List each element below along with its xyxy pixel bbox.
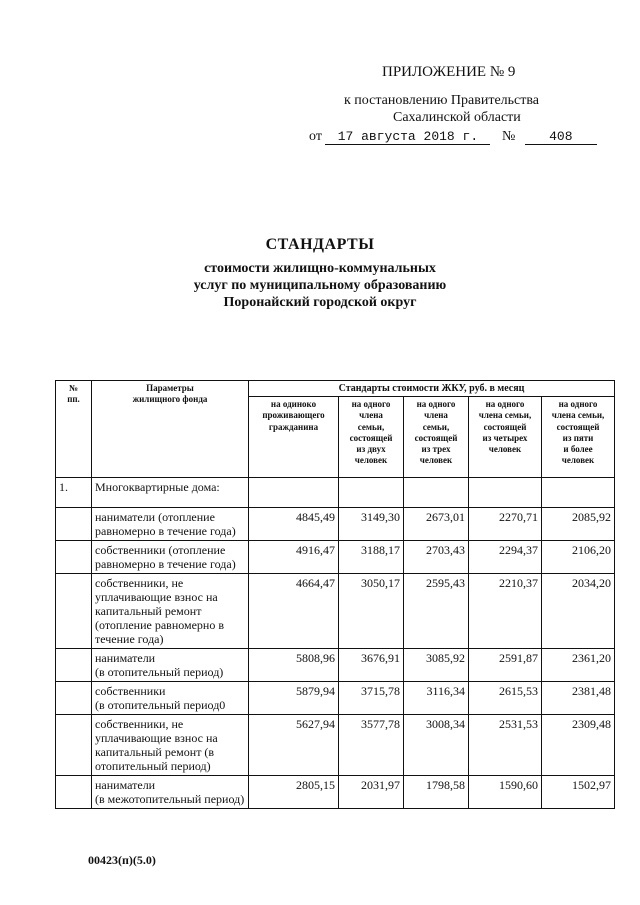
value-cell: 3577,78 xyxy=(339,715,404,776)
value-cell: 2210,37 xyxy=(469,574,542,649)
value-cell: 2085,92 xyxy=(542,508,615,541)
table-row xyxy=(56,776,615,809)
row-label: собственники, не уплачивающие взнос на капитальный ремонт (отопление равномерно в течение года) xyxy=(92,574,249,649)
row-label: Многоквартирные дома: xyxy=(92,478,249,508)
value-cell: 4845,49 xyxy=(249,508,339,541)
header-cost-standards: Стандарты стоимости ЖКУ, руб. в месяц xyxy=(249,381,615,397)
row-number xyxy=(56,649,92,682)
table-row xyxy=(56,508,615,541)
header-family-of-three: на одного члена семьи, состоящей из трех человек xyxy=(404,397,469,478)
value-cell: 3715,78 xyxy=(339,682,404,715)
row-number: 1. xyxy=(56,478,92,508)
appendix-title: ПРИЛОЖЕНИЕ № 9 xyxy=(382,64,516,80)
decree-date-line xyxy=(309,129,597,145)
table-row xyxy=(56,649,615,682)
value-cell: 2361,20 xyxy=(542,649,615,682)
value-cell xyxy=(339,478,404,508)
header-single-resident: на одиноко проживающего гражданина xyxy=(249,397,339,478)
value-cell xyxy=(469,478,542,508)
value-cell: 2106,20 xyxy=(542,541,615,574)
value-cell: 2309,48 xyxy=(542,715,615,776)
value-cell: 3188,17 xyxy=(339,541,404,574)
row-label: наниматели (отопление равномерно в течение года) xyxy=(92,508,249,541)
standards-table xyxy=(55,380,615,809)
value-cell: 2031,97 xyxy=(339,776,404,809)
header-family-of-two: на одного члена семьи, состоящей из двух человек xyxy=(339,397,404,478)
value-cell: 3149,30 xyxy=(339,508,404,541)
table-row xyxy=(56,682,615,715)
value-cell: 3085,92 xyxy=(404,649,469,682)
value-cell: 2805,15 xyxy=(249,776,339,809)
value-cell: 3008,34 xyxy=(404,715,469,776)
table-row xyxy=(56,574,615,649)
row-number xyxy=(56,541,92,574)
row-label: собственники (в отопительный период0 xyxy=(92,682,249,715)
value-cell: 2703,43 xyxy=(404,541,469,574)
row-label: наниматели (в межотопительный период) xyxy=(92,776,249,809)
row-number xyxy=(56,574,92,649)
header-row-number: № пп. xyxy=(56,381,92,478)
subtitle-line2: услуг по муниципальному образованию xyxy=(193,278,447,293)
header-housing-parameters: Параметры жилищного фонда xyxy=(92,381,249,478)
table-row xyxy=(56,478,615,508)
value-cell: 5808,96 xyxy=(249,649,339,682)
row-label: собственники (отопление равномерно в течение года) xyxy=(92,541,249,574)
document-title: СТАНДАРТЫ xyxy=(265,236,375,253)
row-label: наниматели (в отопительный период) xyxy=(92,649,249,682)
header-family-of-four: на одного члена семьи, состоящей из четырех человек xyxy=(469,397,542,478)
decree-date: 17 августа 2018 г. xyxy=(325,130,490,145)
decree-reference-line2: Сахалинской области xyxy=(393,110,521,125)
decree-reference-line1: к постановлению Правительства xyxy=(344,93,540,108)
subtitle-line3: Поронайский городской округ xyxy=(223,295,417,310)
row-label: собственники, не уплачивающие взнос на капитальный ремонт (в отопительный период) xyxy=(92,715,249,776)
value-cell: 2531,53 xyxy=(469,715,542,776)
row-number xyxy=(56,508,92,541)
value-cell xyxy=(249,478,339,508)
value-cell: 2615,53 xyxy=(469,682,542,715)
value-cell: 1590,60 xyxy=(469,776,542,809)
value-cell: 2595,43 xyxy=(404,574,469,649)
value-cell: 5879,94 xyxy=(249,682,339,715)
row-number xyxy=(56,776,92,809)
value-cell: 3050,17 xyxy=(339,574,404,649)
value-cell: 2591,87 xyxy=(469,649,542,682)
value-cell: 3676,91 xyxy=(339,649,404,682)
value-cell xyxy=(542,478,615,508)
value-cell: 2034,20 xyxy=(542,574,615,649)
number-sign: № xyxy=(501,129,516,144)
value-cell xyxy=(404,478,469,508)
value-cell: 1502,97 xyxy=(542,776,615,809)
decree-number: 408 xyxy=(525,130,597,145)
row-number xyxy=(56,715,92,776)
header-family-of-five-plus: на одного члена семьи, состоящей из пяти и более человек xyxy=(542,397,615,478)
value-cell: 4664,47 xyxy=(249,574,339,649)
table-row xyxy=(56,715,615,776)
value-cell: 3116,34 xyxy=(404,682,469,715)
value-cell: 2270,71 xyxy=(469,508,542,541)
document-code: 00423(п)(5.0) xyxy=(88,853,156,867)
value-cell: 5627,94 xyxy=(249,715,339,776)
subtitle-line1: стоимости жилищно-коммунальных xyxy=(204,261,436,276)
row-number xyxy=(56,682,92,715)
value-cell: 2294,37 xyxy=(469,541,542,574)
date-prefix: от xyxy=(309,129,322,144)
value-cell: 2381,48 xyxy=(542,682,615,715)
value-cell: 2673,01 xyxy=(404,508,469,541)
table-row xyxy=(56,541,615,574)
value-cell: 1798,58 xyxy=(404,776,469,809)
value-cell: 4916,47 xyxy=(249,541,339,574)
